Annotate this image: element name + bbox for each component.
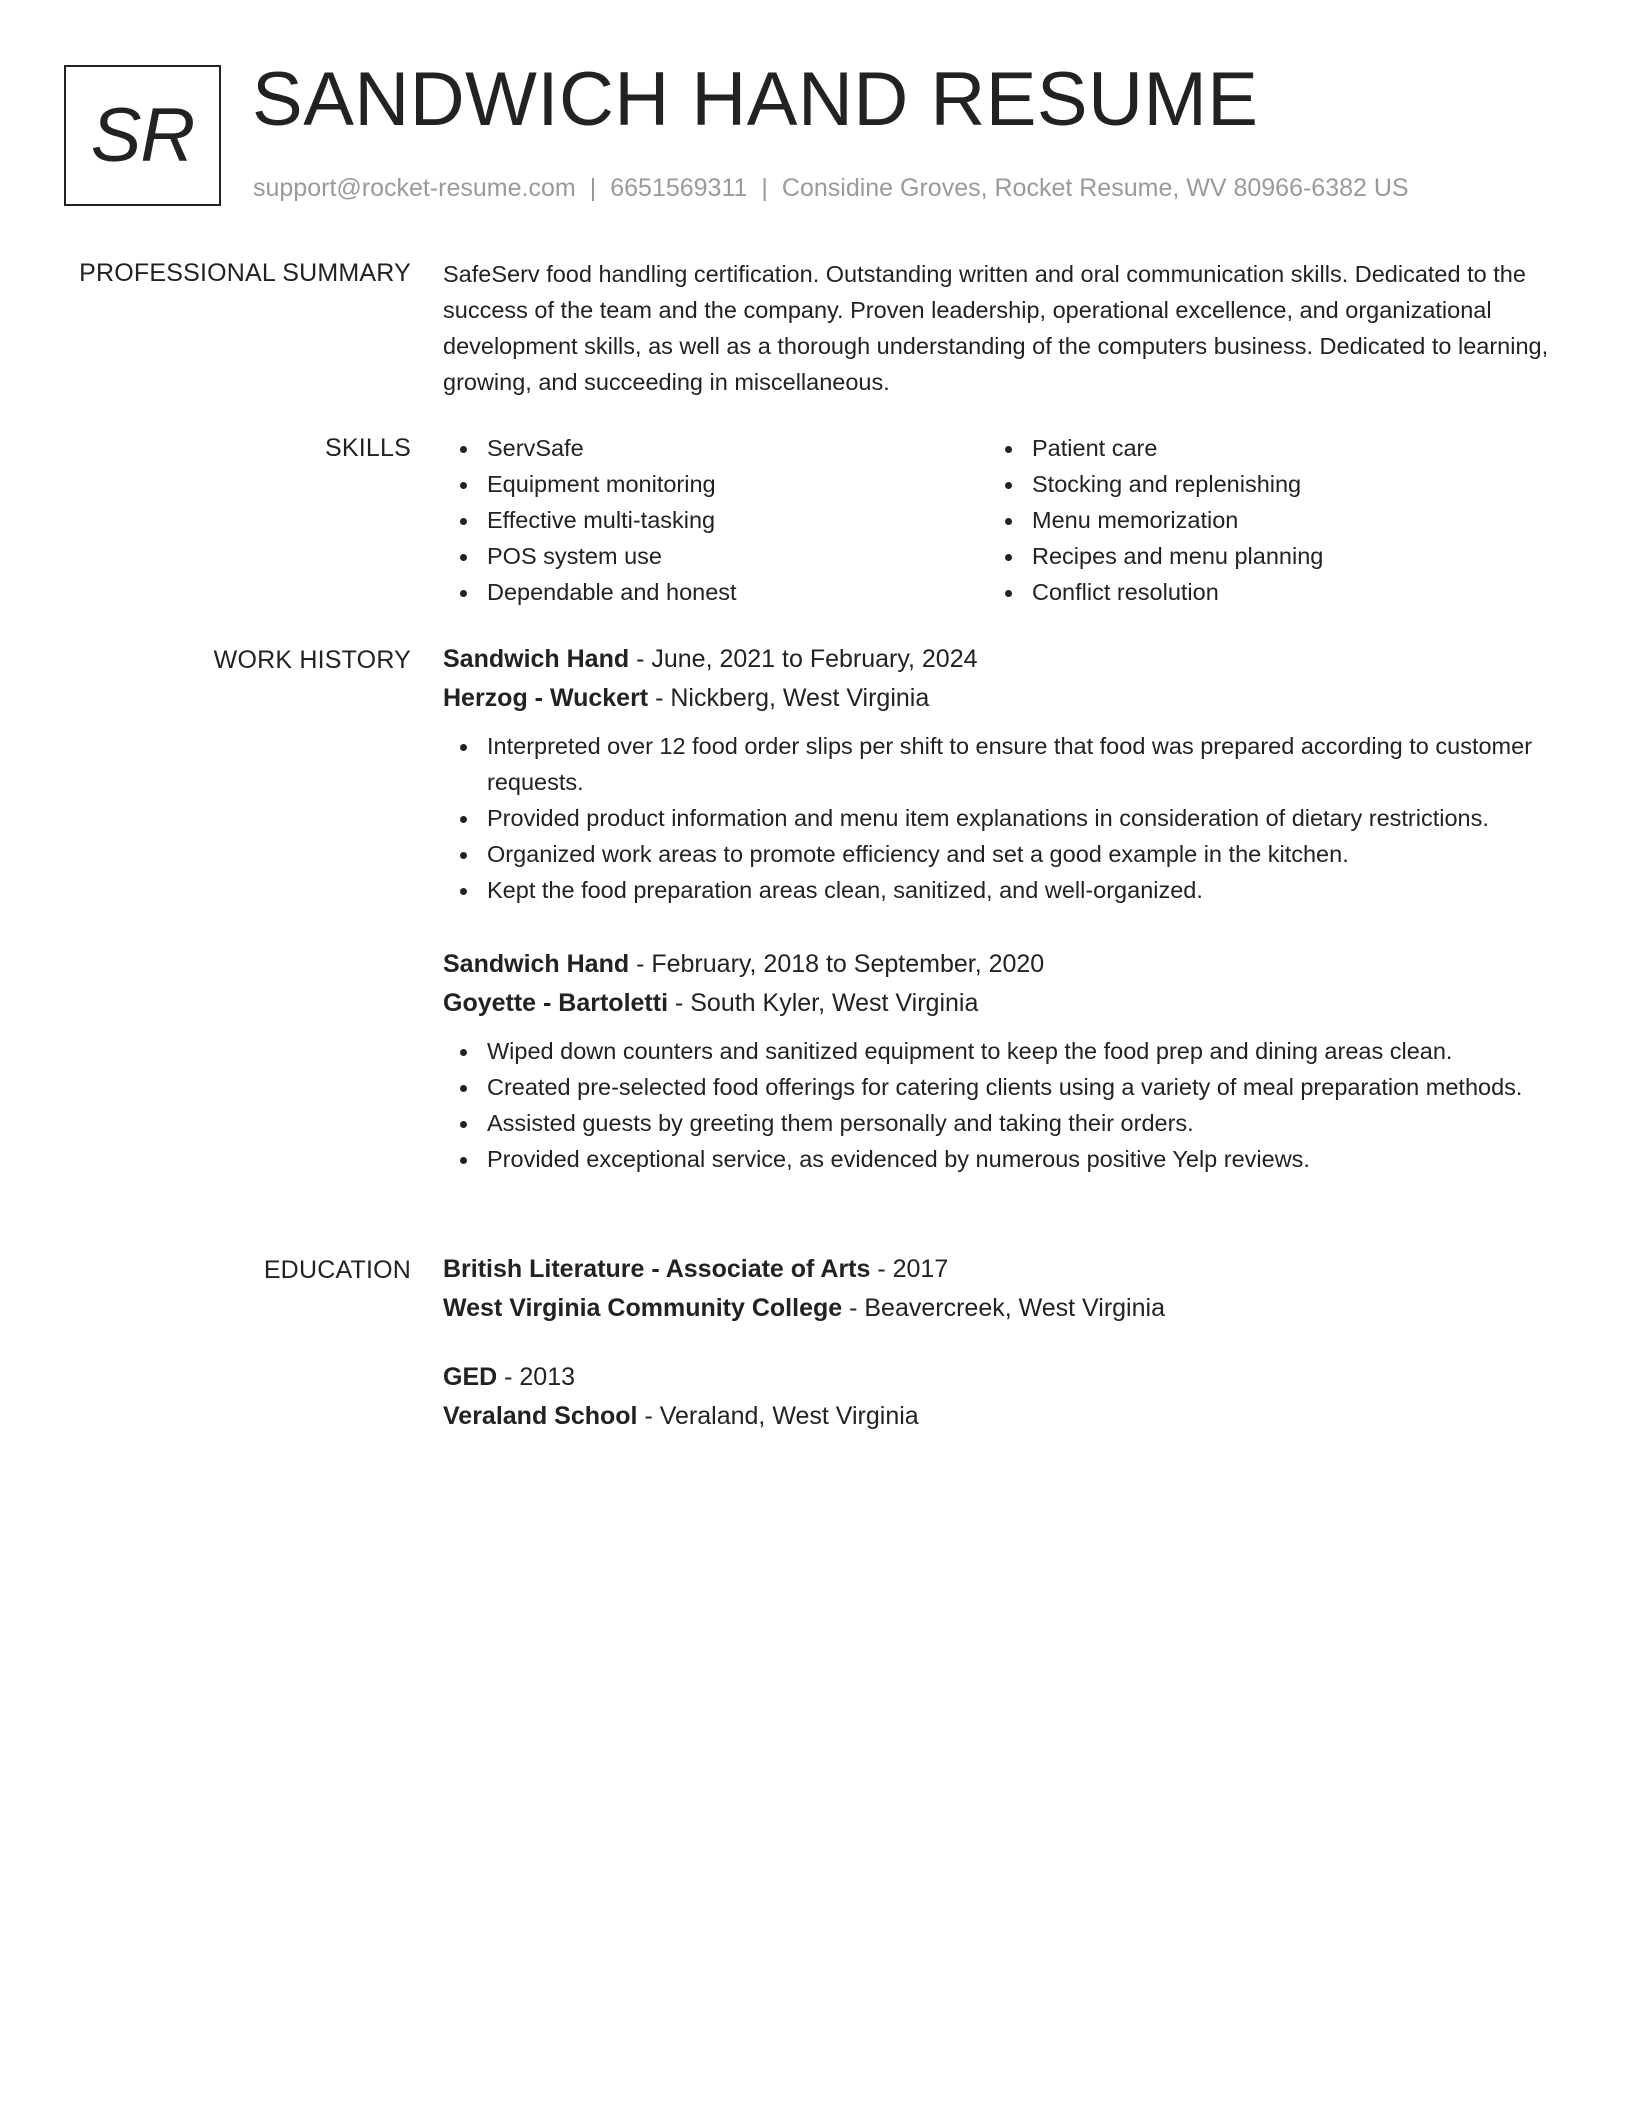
job-title-line bbox=[443, 945, 1555, 984]
job-duty: Interpreted over 12 food order slips per shift to ensure that food was prepared according to customer requests. bbox=[443, 728, 1555, 800]
skill-item: Stocking and replenishing bbox=[988, 466, 1533, 502]
contact-line bbox=[253, 172, 1409, 204]
job-company-line bbox=[443, 679, 1555, 718]
education-degree-line bbox=[443, 1250, 1555, 1289]
skill-item: Patient care bbox=[988, 430, 1533, 466]
skill-item: Recipes and menu planning bbox=[988, 538, 1533, 574]
contact-phone[interactable]: 6651569311 bbox=[610, 174, 748, 202]
summary-text: SafeServ food handling certification. Outstanding written and oral communication skills. Dedicated to the success of the team and the company. Proven leadership, operational excellence, and organizational development skills, as well as a thorough understanding of the computers business. Dedicated to learning, growing, and succeeding in miscellaneous. bbox=[443, 261, 1549, 395]
job-entry bbox=[443, 640, 1555, 908]
contact-email[interactable]: support@rocket-resume.com bbox=[253, 174, 576, 202]
job-duty: Organized work areas to promote efficiency and set a good example in the kitchen. bbox=[443, 836, 1555, 872]
job-duties-list bbox=[443, 728, 1555, 908]
skills-column-left bbox=[443, 430, 988, 610]
monogram-box bbox=[64, 65, 221, 206]
job-title-line bbox=[443, 640, 1555, 679]
skill-item: POS system use bbox=[443, 538, 988, 574]
education-school: Veraland School bbox=[443, 1402, 638, 1430]
skill-item: Dependable and honest bbox=[443, 574, 988, 610]
education-entry bbox=[443, 1358, 1555, 1436]
education-location: - Veraland, West Virginia bbox=[637, 1402, 919, 1430]
job-location: - South Kyler, West Virginia bbox=[668, 989, 979, 1017]
resume-title: SANDWICH HAND RESUME bbox=[252, 57, 1259, 142]
skill-item: ServSafe bbox=[443, 430, 988, 466]
contact-address: Considine Groves, Rocket Resume, WV 80966-6382 US bbox=[781, 174, 1409, 202]
skill-item: Menu memorization bbox=[988, 502, 1533, 538]
job-company: Herzog - Wuckert bbox=[443, 684, 649, 712]
job-duty: Assisted guests by greeting them personally and taking their orders. bbox=[443, 1105, 1555, 1141]
skill-item: Effective multi-tasking bbox=[443, 502, 988, 538]
job-duty: Created pre-selected food offerings for catering clients using a variety of meal preparation methods. bbox=[443, 1069, 1555, 1105]
skill-item: Conflict resolution bbox=[988, 574, 1533, 610]
job-duty: Kept the food preparation areas clean, sanitized, and well-organized. bbox=[443, 872, 1555, 908]
job-company: Goyette - Bartoletti bbox=[443, 989, 669, 1017]
skills-column-right bbox=[988, 430, 1533, 610]
job-dates: - June, 2021 to February, 2024 bbox=[629, 645, 978, 673]
section-label-education: EDUCATION bbox=[263, 1256, 411, 1284]
education-school: West Virginia Community College bbox=[443, 1294, 843, 1322]
job-entry bbox=[443, 945, 1555, 1177]
monogram-initials: SR bbox=[90, 93, 195, 178]
job-duties-list bbox=[443, 1033, 1555, 1177]
education-school-line bbox=[443, 1397, 1555, 1436]
contact-separator: | bbox=[761, 174, 768, 202]
education-degree: British Literature - Associate of Arts bbox=[443, 1255, 871, 1283]
education-location: - Beavercreek, West Virginia bbox=[842, 1294, 1165, 1322]
education-year: - 2013 bbox=[497, 1363, 576, 1391]
contact-separator: | bbox=[589, 174, 597, 202]
education-entry bbox=[443, 1250, 1555, 1328]
job-dates: - February, 2018 to September, 2020 bbox=[629, 950, 1045, 978]
job-company-line bbox=[443, 984, 1555, 1023]
section-label-skills: SKILLS bbox=[325, 434, 411, 462]
job-title: Sandwich Hand bbox=[443, 645, 630, 673]
education-degree: GED bbox=[443, 1363, 498, 1391]
job-duty: Wiped down counters and sanitized equipment to keep the food prep and dining areas clean. bbox=[443, 1033, 1555, 1069]
job-title: Sandwich Hand bbox=[443, 950, 630, 978]
skills-list bbox=[443, 430, 1555, 610]
education-school-line bbox=[443, 1289, 1555, 1328]
job-location: - Nickberg, West Virginia bbox=[648, 684, 930, 712]
education-degree-line bbox=[443, 1358, 1555, 1397]
skill-item: Equipment monitoring bbox=[443, 466, 988, 502]
section-label-summary: PROFESSIONAL SUMMARY bbox=[79, 259, 411, 287]
section-label-work-history: WORK HISTORY bbox=[213, 646, 411, 674]
education-year: - 2017 bbox=[870, 1255, 949, 1283]
job-duty: Provided product information and menu item explanations in consideration of dietary restrictions. bbox=[443, 800, 1555, 836]
job-duty: Provided exceptional service, as evidenced by numerous positive Yelp reviews. bbox=[443, 1141, 1555, 1177]
